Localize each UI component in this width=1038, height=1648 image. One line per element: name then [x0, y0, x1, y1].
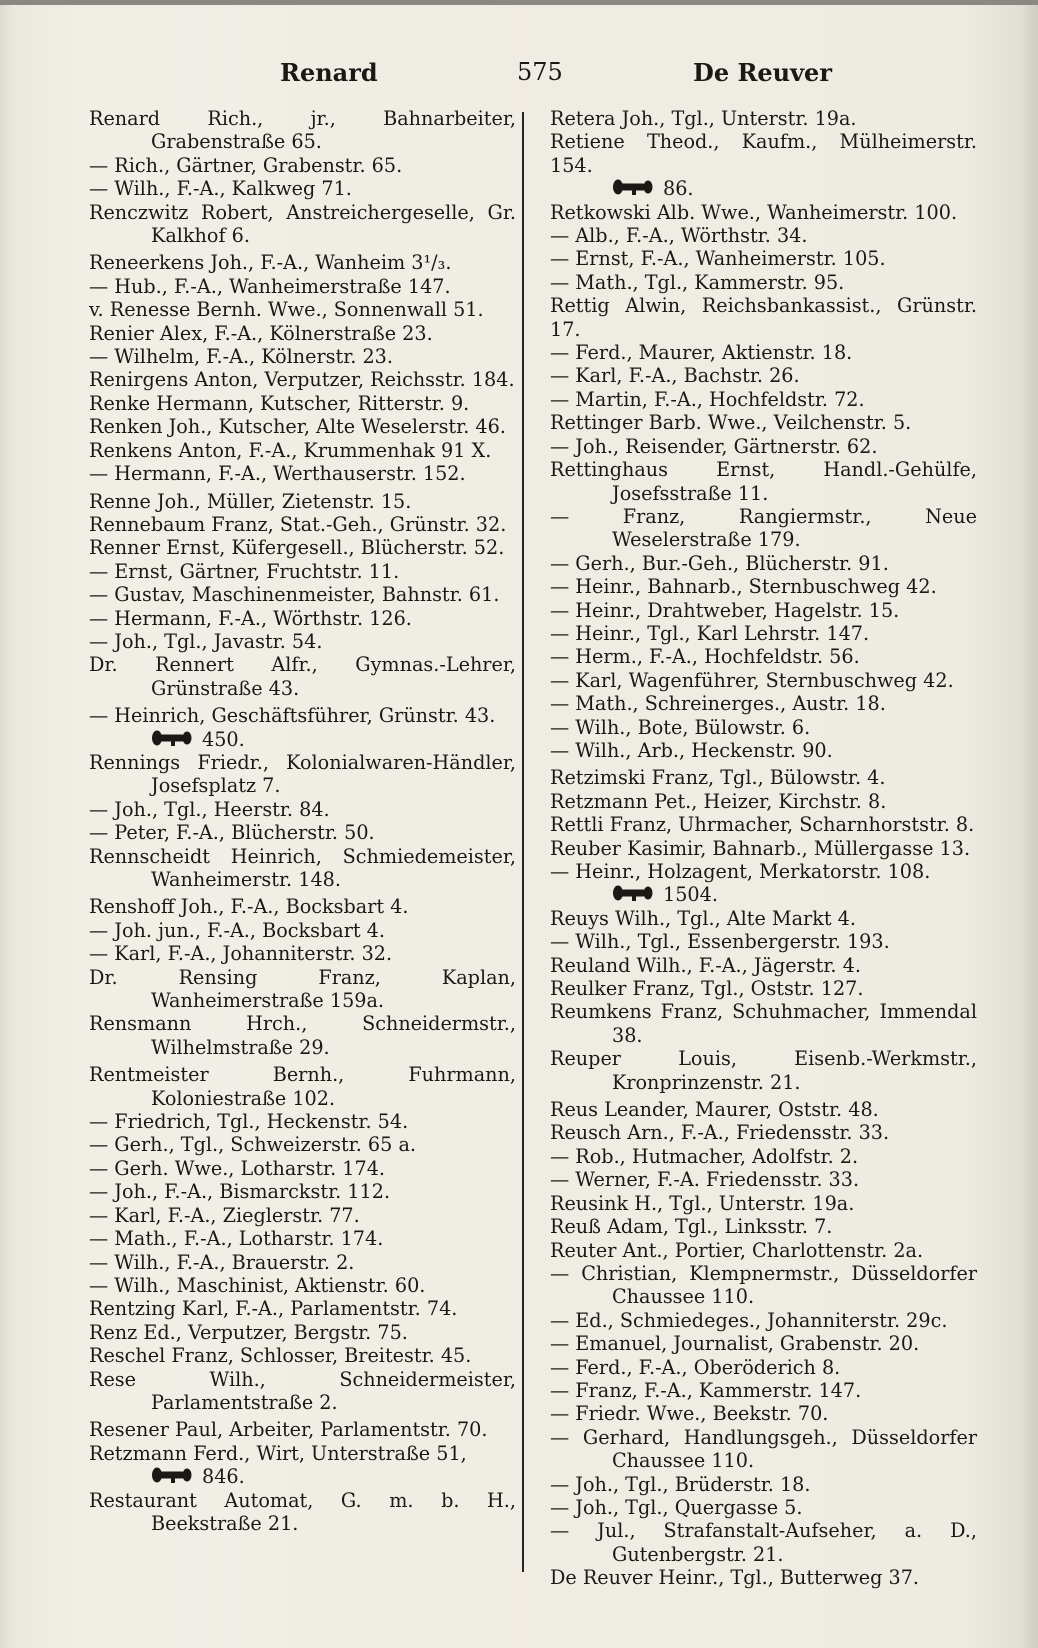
telephone-number — [550, 177, 977, 200]
directory-entry: De Reuver Heinr., Tgl., Butterweg 37. — [550, 1566, 920, 1590]
telephone-number — [550, 883, 977, 906]
directory-entry: — Hermann, F.-A., Werthauserstr. 152. — [89, 462, 466, 486]
directory-entry: — Joh., Reisender, Gärtnerstr. 62. — [550, 434, 878, 458]
header-last-entry: De Reuver — [693, 58, 832, 87]
directory-entry: — Joh. jun., F.-A., Bocksbart 4. — [89, 918, 385, 942]
directory-entry: — Karl, F.-A., Zieglerstr. 77. — [89, 1203, 360, 1227]
directory-entry: — Gerh., Tgl., Schweizerstr. 65 a. — [89, 1133, 416, 1157]
telephone-icon — [612, 884, 656, 902]
directory-entry: Rese Wilh., Schneidermeister, Parlamentstraße 2. — [89, 1367, 523, 1414]
left-column — [89, 107, 523, 1535]
page-header — [80, 58, 980, 94]
directory-entry: Rettinghaus Ernst, Handl.-Gehülfe, Josefsstraße 11. — [550, 458, 984, 505]
column-divider — [522, 112, 524, 1572]
directory-entry: Rennebaum Franz, Stat.-Geh., Grünstr. 32. — [89, 512, 507, 536]
directory-entry: — Gerh. Wwe., Lotharstr. 174. — [89, 1156, 386, 1180]
directory-entry: — Hub., F.-A., Wanheimerstraße 147. — [89, 274, 451, 298]
directory-entry: Renz Ed., Verputzer, Bergstr. 75. — [89, 1320, 408, 1344]
directory-entry: — Alb., F.-A., Wörthstr. 34. — [550, 224, 808, 248]
directory-entry: v. Renesse Bernh. Wwe., Sonnenwall 51. — [89, 298, 484, 322]
telephone-number-text: 1504. — [663, 883, 718, 907]
directory-entry: Rettli Franz, Uhrmacher, Scharnhorststr. 8. — [550, 813, 975, 837]
directory-entry: Renken Joh., Kutscher, Alte Weselerstr. 46. — [89, 415, 506, 439]
telephone-number-text: 846. — [202, 1465, 245, 1489]
right-column — [550, 107, 984, 1590]
directory-entry: Rentmeister Bernh., Fuhrmann, Koloniestraße 102. — [89, 1063, 523, 1110]
directory-entry: — Math., Tgl., Kammerstr. 95. — [550, 270, 845, 294]
directory-entry: Rettig Alwin, Reichsbankassist., Grünstr. 17. — [550, 294, 984, 341]
telephone-icon — [612, 178, 656, 196]
directory-entry: — Ernst, Gärtner, Fruchtstr. 11. — [89, 559, 400, 583]
directory-entry: Reuland Wilh., F.-A., Jägerstr. 4. — [550, 953, 861, 977]
directory-entry: Renirgens Anton, Verputzer, Reichsstr. 184. — [89, 368, 515, 392]
directory-entry: Renner Ernst, Küfergesell., Blücherstr. 52. — [89, 536, 505, 560]
telephone-icon — [151, 1466, 195, 1484]
directory-entry: — Heinr., Holzagent, Merkatorstr. 108. — [550, 860, 931, 883]
directory-entry: Renard Rich., jr., Bahnarbeiter, Grabenstraße 65. — [89, 107, 523, 154]
directory-entry: — Werner, F.-A. Friedensstr. 33. — [550, 1168, 860, 1192]
directory-entry: — Heinr., Bahnarb., Sternbuschweg 42. — [550, 575, 937, 599]
directory-entry: — Wilh., F.-A., Kalkweg 71. — [89, 177, 352, 201]
directory-entry: Retkowski Alb. Wwe., Wanheimerstr. 100. — [550, 200, 958, 224]
page-number: 575 — [517, 58, 563, 86]
directory-entry: Reuter Ant., Portier, Charlottenstr. 2a. — [550, 1238, 924, 1262]
directory-entry: Reusch Arn., F.-A., Friedensstr. 33. — [550, 1121, 890, 1145]
directory-entry: Reneerkens Joh., F.-A., Wanheim 3¹/₃. — [89, 251, 452, 275]
directory-entry: Retzimski Franz, Tgl., Bülowstr. 4. — [550, 766, 886, 790]
directory-entry: Renczwitz Robert, Anstreichergeselle, Gr. Kalkhof 6. — [89, 200, 523, 248]
directory-entry: Reulker Franz, Tgl., Oststr. 127. — [550, 977, 864, 1001]
directory-entry: Renne Joh., Müller, Zietenstr. 15. — [89, 489, 412, 513]
directory-entry: Resener Paul, Arbeiter, Parlamentstr. 70. — [89, 1418, 488, 1442]
directory-entry: Rentzing Karl, F.-A., Parlamentstr. 74. — [89, 1297, 458, 1321]
directory-entry: — Gustav, Maschinenmeister, Bahnstr. 61. — [89, 583, 500, 607]
telephone-icon — [151, 729, 195, 747]
directory-entry: — Hermann, F.-A., Wörthstr. 126. — [89, 606, 412, 630]
directory-entry: Dr. Rensing Franz, Kaplan, Wanheimerstraße 159a. — [89, 965, 523, 1013]
directory-entry: Rennscheidt Heinrich, Schmiedemeister, Wanheimerstr. 148. — [89, 844, 523, 891]
directory-entry: — Wilh., F.-A., Brauerstr. 2. — [89, 1250, 355, 1274]
directory-entry: Reuper Louis, Eisenb.-Werkmstr., Kronprinzenstr. 21. — [550, 1047, 984, 1094]
directory-entry: — Karl, F.-A., Johanniterstr. 32. — [89, 942, 393, 966]
telephone-number-text: 86. — [663, 177, 694, 201]
directory-entry: Renshoff Joh., F.-A., Bocksbart 4. — [89, 895, 409, 919]
directory-entry: — Heinr., Drahtweber, Hagelstr. 15. — [550, 598, 900, 622]
directory-entry: Reschel Franz, Schlosser, Breitestr. 45. — [89, 1344, 472, 1368]
directory-entry: — Ed., Schmiedeges., Johanniterstr. 29c. — [550, 1308, 948, 1332]
directory-entry: — Joh., F.-A., Bismarckstr. 112. — [89, 1180, 391, 1204]
directory-entry: — Wilhelm, F.-A., Kölnerstr. 23. — [89, 345, 393, 369]
directory-entry: Reuber Kasimir, Bahnarb., Müllergasse 13. — [550, 836, 971, 860]
directory-entry: — Math., F.-A., Lotharstr. 174. — [89, 1227, 384, 1251]
telephone-number — [89, 1465, 516, 1488]
directory-entry: Rettinger Barb. Wwe., Veilchenstr. 5. — [550, 411, 912, 435]
directory-entry: Rennings Friedr., Kolonialwaren-Händler, Josefsplatz 7. — [89, 750, 523, 798]
directory-entry: Reumkens Franz, Schuhmacher, Immendal 38. — [550, 1000, 984, 1047]
directory-entry: — Joh., Tgl., Javastr. 54. — [89, 629, 323, 653]
directory-entry: Renier Alex, F.-A., Kölnerstraße 23. — [89, 321, 433, 345]
directory-entry: — Christian, Klempnermstr., Düsseldorfer Chaussee 110. — [550, 1261, 984, 1309]
directory-entry: Retera Joh., Tgl., Unterstr. 19a. — [550, 107, 857, 130]
directory-entry: — Math., Schreinerges., Austr. 18. — [550, 692, 886, 716]
directory-entry: — Joh., Tgl., Quergasse 5. — [550, 1495, 803, 1519]
directory-entry: — Friedr. Wwe., Beekstr. 70. — [550, 1402, 829, 1426]
directory-entry: Retiene Theod., Kaufm., Mülheimerstr. 154. — [550, 130, 984, 177]
directory-entry: — Joh., Tgl., Brüderstr. 18. — [550, 1472, 811, 1496]
directory-entry: — Rob., Hutmacher, Adolfstr. 2. — [550, 1144, 859, 1168]
telephone-number — [89, 728, 516, 751]
directory-entry: — Martin, F.-A., Hochfeldstr. 72. — [550, 387, 865, 411]
directory-entry: — Friedrich, Tgl., Heckenstr. 54. — [89, 1110, 409, 1134]
directory-entry: — Wilh., Tgl., Essenbergerstr. 193. — [550, 930, 890, 954]
directory-entry: — Karl, F.-A., Bachstr. 26. — [550, 364, 800, 388]
directory-entry: Reusink H., Tgl., Unterstr. 19a. — [550, 1191, 855, 1215]
directory-entry: Retzmann Pet., Heizer, Kirchstr. 8. — [550, 789, 887, 813]
directory-entry: — Emanuel, Journalist, Grabenstr. 20. — [550, 1332, 920, 1356]
directory-entry: Dr. Rennert Alfr., Gymnas.-Lehrer, Grünstraße 43. — [89, 653, 523, 700]
scan-edge — [0, 0, 1038, 5]
telephone-number-text: 450. — [202, 727, 245, 751]
directory-entry: — Gerhard, Handlungsgeh., Düsseldorfer Chaussee 110. — [550, 1425, 984, 1473]
directory-entry: — Wilh., Arb., Heckenstr. 90. — [550, 738, 833, 762]
directory-entry: — Ferd., F.-A., Oberöderich 8. — [550, 1355, 841, 1379]
directory-entry: — Heinr., Tgl., Karl Lehrstr. 147. — [550, 621, 870, 645]
directory-entry: — Ferd., Maurer, Aktienstr. 18. — [550, 341, 853, 365]
directory-entry: — Franz, Rangiermstr., Neue Weselerstraße 179. — [550, 504, 984, 552]
directory-entry: Reuß Adam, Tgl., Linksstr. 7. — [550, 1215, 833, 1239]
directory-entry: — Ernst, F.-A., Wanheimerstr. 105. — [550, 247, 886, 271]
directory-entry: — Joh., Tgl., Heerstr. 84. — [89, 797, 330, 821]
directory-entry: Restaurant Automat, G. m. b. H., Beekstraße 21. — [89, 1488, 523, 1535]
directory-entry: — Herm., F.-A., Hochfeldstr. 56. — [550, 645, 860, 669]
directory-entry: Renke Hermann, Kutscher, Ritterstr. 9. — [89, 391, 470, 415]
directory-entry: — Wilh., Maschinist, Aktienstr. 60. — [89, 1273, 426, 1297]
directory-entry: — Gerh., Bur.-Geh., Blücherstr. 91. — [550, 551, 889, 575]
directory-entry: Renkens Anton, F.-A., Krummenhak 91 X. — [89, 438, 492, 462]
directory-entry: — Rich., Gärtner, Grabenstr. 65. — [89, 153, 403, 177]
directory-entry: Rensmann Hrch., Schneidermstr., Wilhelmstraße 29. — [89, 1012, 523, 1059]
directory-entry: — Peter, F.-A., Blücherstr. 50. — [89, 821, 375, 845]
directory-entry: — Karl, Wagenführer, Sternbuschweg 42. — [550, 668, 954, 692]
directory-entry: — Franz, F.-A., Kammerstr. 147. — [550, 1378, 862, 1402]
directory-entry: — Heinrich, Geschäftsführer, Grünstr. 43. — [89, 704, 496, 728]
header-first-entry: Renard — [280, 58, 378, 87]
directory-entry: — Wilh., Bote, Bülowstr. 6. — [550, 715, 811, 739]
directory-entry: — Jul., Strafanstalt-Aufseher, a. D., Gutenbergstr. 21. — [550, 1519, 984, 1566]
directory-entry: Reuys Wilh., Tgl., Alte Markt 4. — [550, 906, 856, 930]
directory-entry: Reus Leander, Maurer, Oststr. 48. — [550, 1098, 879, 1122]
directory-entry: Retzmann Ferd., Wirt, Unterstraße 51, — [89, 1441, 467, 1465]
